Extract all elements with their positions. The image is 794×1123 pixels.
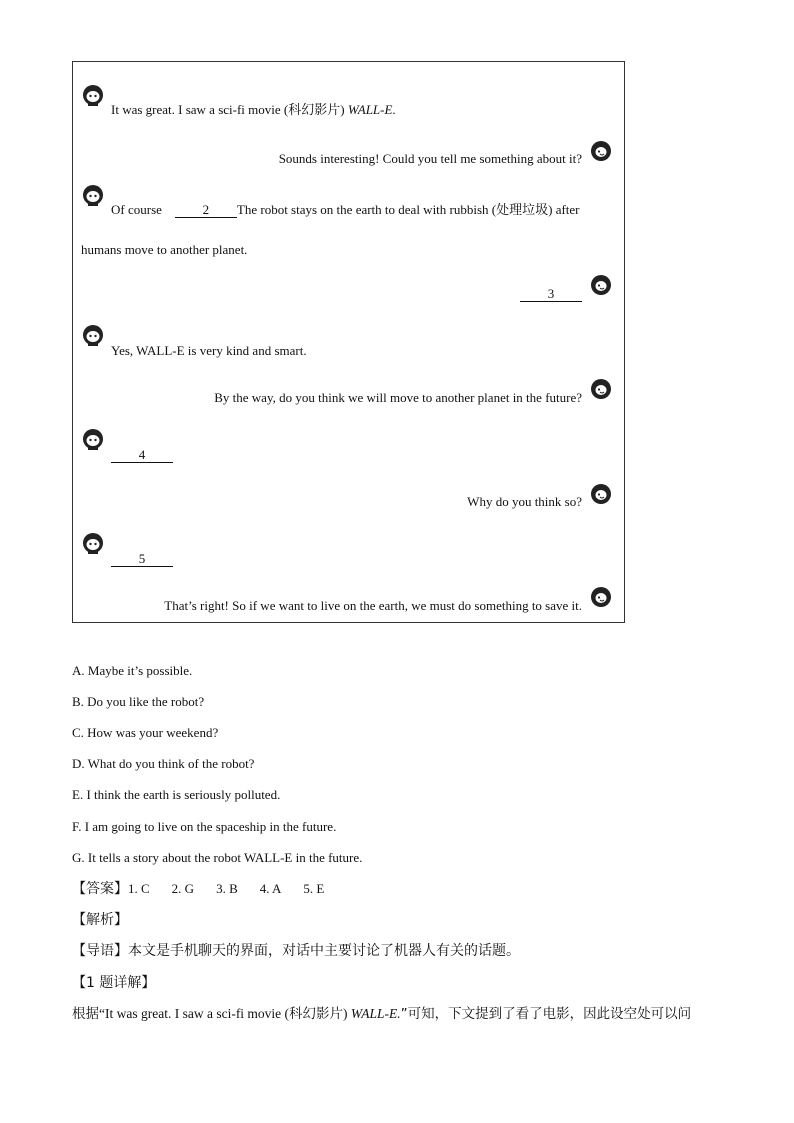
girl-avatar-icon [82, 532, 104, 554]
answer-line: 【答案】1. C 2. G 3. B 4. A 5. E [72, 881, 325, 897]
dialog-line-4 [520, 286, 582, 302]
girl-avatar-icon [82, 324, 104, 346]
intro-line: 【导语】本文是手机聊天的界面，对话中主要讨论了机器人有关的话题。 [72, 943, 520, 959]
girl-avatar-icon [82, 84, 104, 106]
dialog-line-1: It was great. I saw a sci-fi movie (科幻影片) WALL-E. [111, 102, 396, 117]
option-d: D. What do you think of the robot? [72, 756, 255, 771]
option-g: G. It tells a story about the robot WALL-E in the future. [72, 850, 363, 865]
dialog-line-7 [111, 447, 173, 463]
boy-avatar-icon [590, 140, 612, 162]
dialog-line-9 [111, 551, 173, 567]
boy-avatar-icon [590, 378, 612, 400]
option-e: E. I think the earth is seriously polluted. [72, 787, 281, 802]
boy-avatar-icon [590, 483, 612, 505]
dialog-box [72, 61, 625, 623]
option-b: B. Do you like the robot? [72, 694, 205, 709]
option-f: F. I am going to live on the spaceship in the future. [72, 819, 337, 834]
boy-avatar-icon [590, 274, 612, 296]
girl-avatar-icon [82, 428, 104, 450]
dialog-line-2: Sounds interesting! Could you tell me something about it? [278, 151, 582, 166]
blank-3[interactable]: 3 [520, 287, 582, 302]
q1-heading: 【1 题详解】 [72, 975, 156, 991]
q1-detail: 根据“It was great. I saw a sci-fi movie (科幻影片) WALL-E.”可知，下文提到了看了电影，因此设空处可以问 [72, 1006, 692, 1022]
boy-avatar-icon [590, 586, 612, 608]
dialog-line-10: That’s right! So if we want to live on the earth, we must do something to save it. [164, 598, 582, 613]
dialog-line-5: Yes, WALL-E is very kind and smart. [111, 343, 307, 358]
dialog-line-3: Of course 2 The robot stays on the earth to deal with rubbish (处理垃圾) after [111, 202, 580, 217]
option-c: C. How was your weekend? [72, 725, 219, 740]
blank-2[interactable]: 2 [175, 203, 237, 218]
analysis-heading: 【解析】 [72, 912, 128, 928]
dialog-line-8: Why do you think so? [467, 494, 582, 509]
dialog-line-3-cont: humans move to another planet. [81, 242, 248, 257]
blank-5[interactable]: 5 [111, 552, 173, 567]
blank-4[interactable]: 4 [111, 448, 173, 463]
option-a: A. Maybe it’s possible. [72, 663, 193, 678]
girl-avatar-icon [82, 184, 104, 206]
dialog-line-6: By the way, do you think we will move to another planet in the future? [214, 390, 582, 405]
